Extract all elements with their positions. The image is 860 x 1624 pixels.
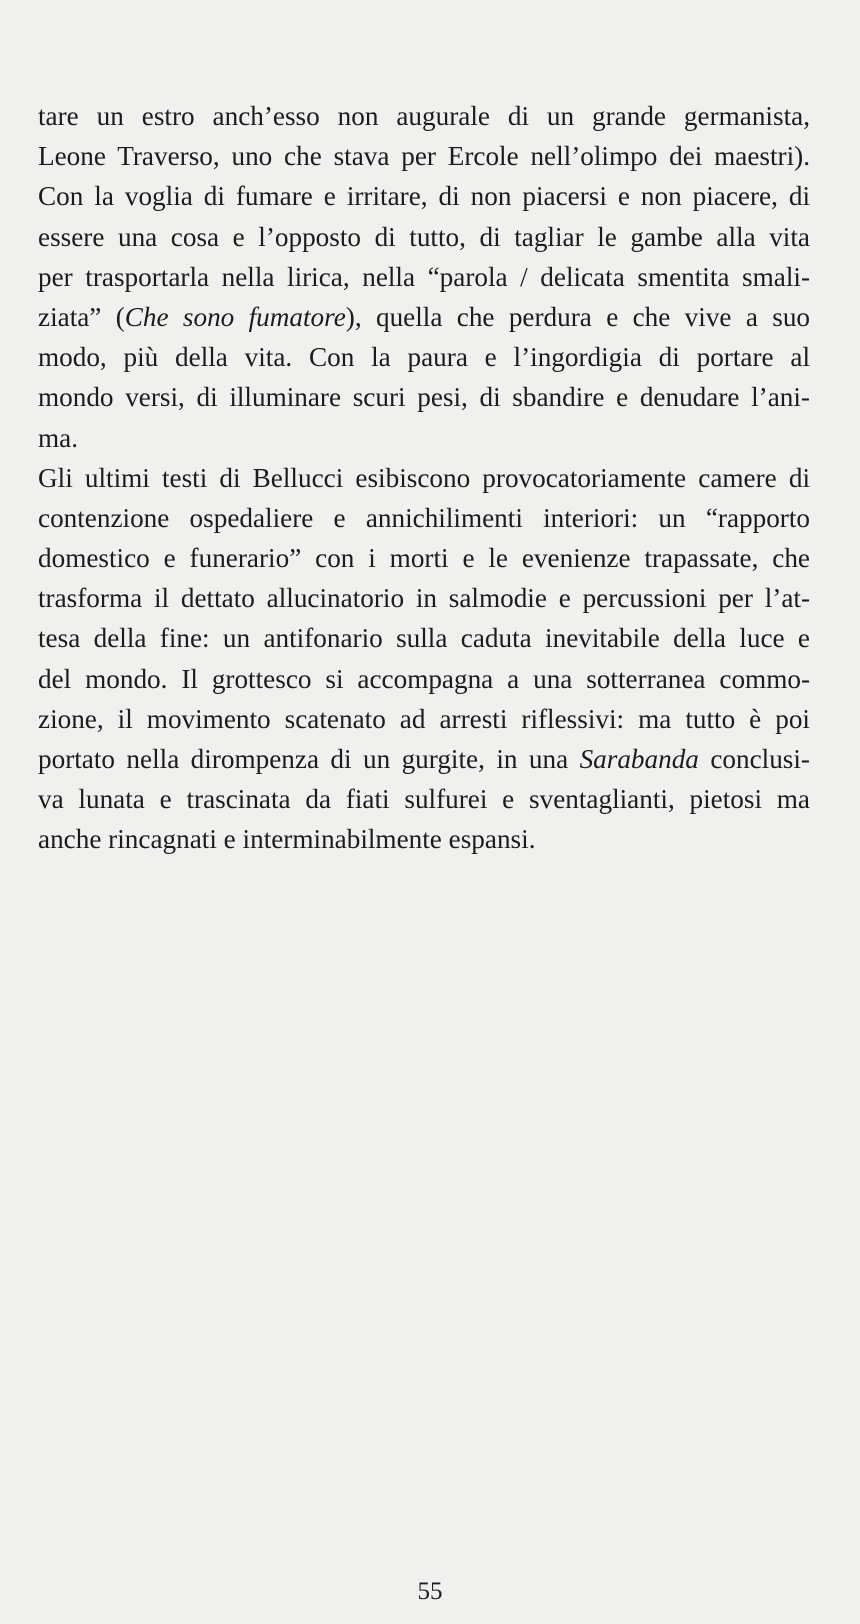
text-line [38, 739, 810, 779]
text-segment: ), quella che perdura e che vive a suo [345, 301, 811, 332]
text-line [38, 418, 810, 458]
text-line [38, 699, 810, 739]
text-line [38, 377, 810, 417]
text-line [38, 538, 810, 578]
text-segment: anche rincagnati e interminabilmente espansi. [38, 824, 536, 855]
text-segment: tesa della fine: un antifonario sulla caduta inevitabile della luce e [38, 623, 810, 654]
text-segment: ma. [38, 422, 79, 453]
text-line [38, 257, 810, 297]
text-segment: zione, il movimento scatenato ad arresti riflessivi: ma tutto è poi [38, 703, 810, 734]
text-line [38, 779, 810, 819]
body-text [38, 96, 810, 860]
text-segment: Gli ultimi testi di Bellucci esibiscono provocatoriamente camere di [38, 462, 810, 493]
italic-title: Sarabanda [579, 744, 699, 774]
text-segment: per trasportarla nella lirica, nella “parola / delicata smentita smali- [38, 261, 810, 292]
text-line [38, 217, 810, 257]
text-segment: tare un estro anch’esso non augurale di un grande germanista, [38, 101, 810, 131]
text-segment: trasforma il dettato allucinatorio in salmodie e percussioni per l’at- [38, 583, 810, 614]
text-line [38, 498, 810, 538]
text-segment: domestico e funerario” con i morti e le evenienze trapassate, che [38, 543, 810, 574]
text-line [38, 337, 810, 377]
page-number: 55 [417, 1578, 443, 1605]
text-segment: mondo versi, di illuminare scuri pesi, di sbandire e denudare l’ani- [38, 382, 810, 413]
text-line [38, 458, 810, 498]
text-line [38, 297, 810, 337]
text-line [38, 136, 810, 176]
text-segment: Leone Traverso, uno che stava per Ercole nell’olimpo dei maestri). [38, 141, 810, 172]
text-segment: conclusi- [698, 744, 810, 774]
text-line [38, 96, 810, 136]
text-line [38, 176, 810, 216]
text-segment: modo, più della vita. Con la paura e l’ingordigia di portare al [38, 342, 810, 373]
text-line [38, 578, 810, 618]
italic-title: Che sono fumatore [124, 301, 346, 332]
text-segment: portato nella dirompenza di un gurgite, in una [38, 744, 580, 774]
text-line [38, 618, 810, 658]
text-segment: va lunata e trascinata da fiati sulfurei e sventaglianti, pietosi ma [38, 784, 810, 815]
text-segment: Con la voglia di fumare e irritare, di non piacersi e non piacere, di [38, 181, 810, 212]
text-segment: del mondo. Il grottesco si accompagna a una sotterranea commo- [38, 663, 810, 694]
text-segment: essere una cosa e l’opposto di tutto, di tagliar le gambe alla vita [38, 221, 810, 252]
text-segment: ziata” ( [38, 301, 125, 332]
text-segment: contenzione ospedaliere e annichilimenti interiori: un “rapporto [38, 502, 810, 533]
text-line [38, 659, 810, 699]
text-line [38, 819, 810, 859]
